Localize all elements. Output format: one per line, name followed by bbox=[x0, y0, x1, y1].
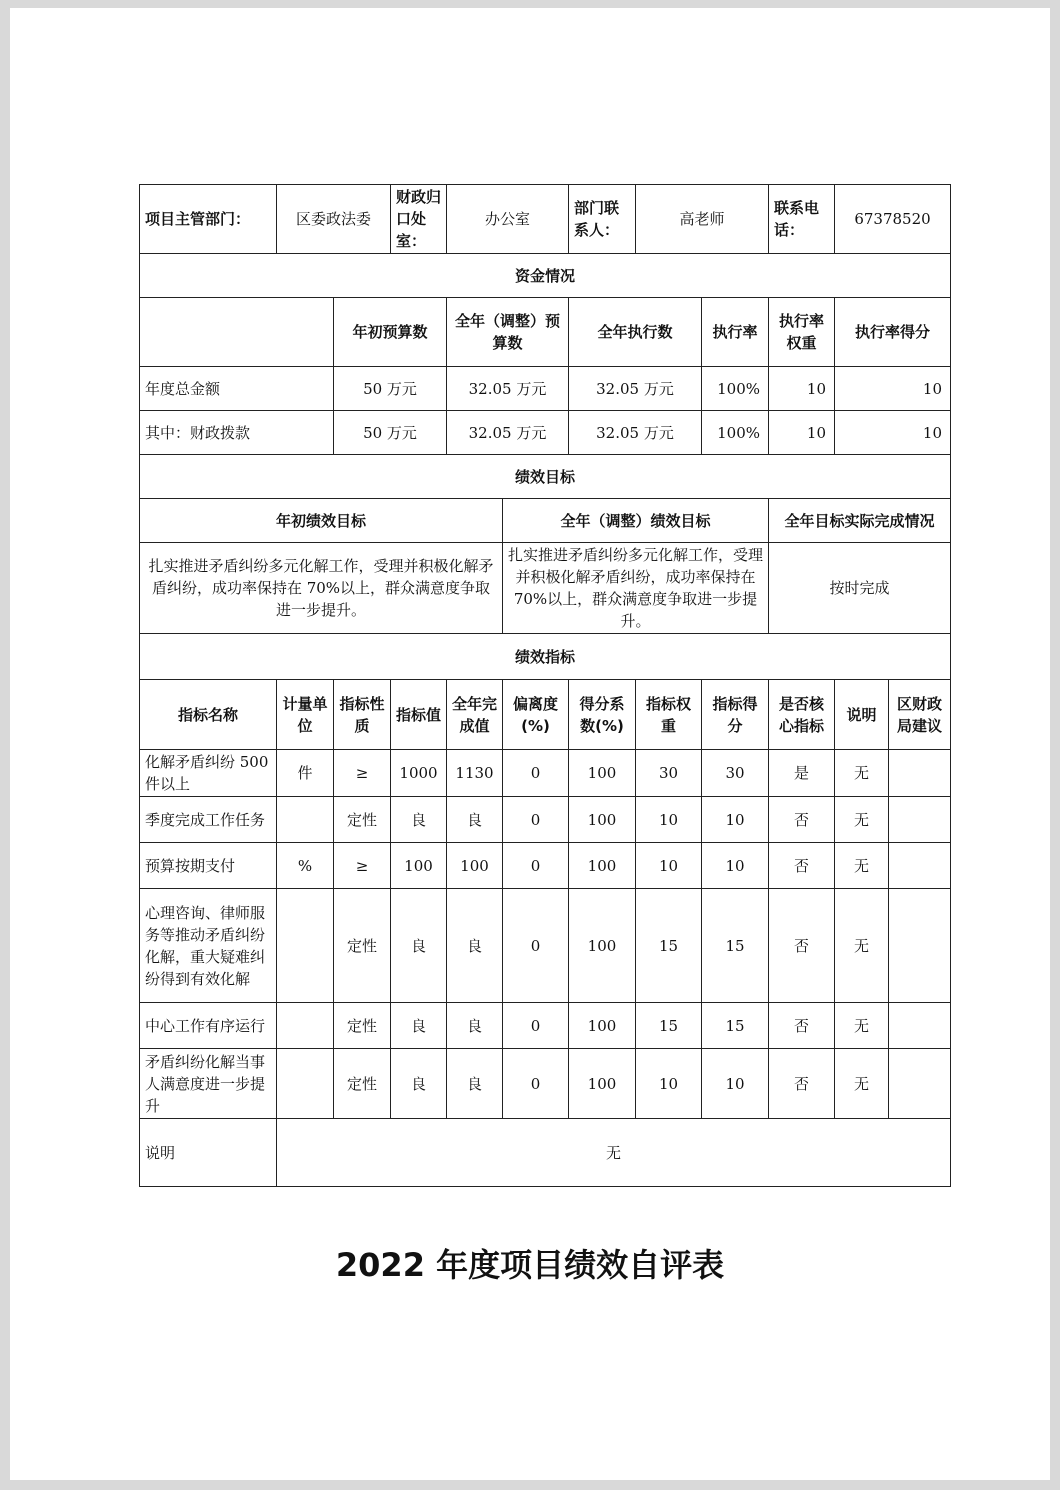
note-value: 无 bbox=[277, 1119, 951, 1187]
funds-header-cell: 年初预算数 bbox=[334, 298, 447, 367]
indicator-cell: 10 bbox=[702, 1049, 769, 1119]
indicator-row bbox=[140, 797, 951, 843]
performance-table bbox=[139, 184, 951, 1187]
funds-cell: 10 bbox=[835, 367, 951, 411]
indicator-cell: 无 bbox=[835, 1049, 889, 1119]
indicators-section-row bbox=[140, 634, 951, 680]
indicator-cell: 是 bbox=[769, 750, 835, 797]
indicator-cell: 1130 bbox=[447, 750, 503, 797]
indicator-cell: 30 bbox=[702, 750, 769, 797]
note-label: 说明 bbox=[140, 1119, 277, 1187]
indicator-cell: 无 bbox=[835, 797, 889, 843]
note-row bbox=[140, 1119, 951, 1187]
indicator-cell: 100 bbox=[569, 889, 636, 1003]
indicator-cell: 良 bbox=[447, 1049, 503, 1119]
phone-value: 67378520 bbox=[835, 185, 951, 254]
page-title: 2022 年度项目绩效自评表 bbox=[335, 1246, 725, 1284]
funds-cell: 100% bbox=[702, 367, 769, 411]
indicator-cell: 良 bbox=[447, 797, 503, 843]
indicator-cell: 10 bbox=[636, 1049, 702, 1119]
funds-cell: 32.05 万元 bbox=[569, 367, 702, 411]
indicator-name: 预算按期支付 bbox=[140, 843, 277, 889]
indicator-cell: 100 bbox=[569, 797, 636, 843]
indicator-cell: ≥ bbox=[334, 750, 391, 797]
indicator-cell: 0 bbox=[503, 843, 569, 889]
indicator-cell: 良 bbox=[391, 889, 447, 1003]
funds-row bbox=[140, 411, 951, 455]
funds-header-cell: 执行率 bbox=[702, 298, 769, 367]
indicator-cell: 无 bbox=[835, 843, 889, 889]
goal-initial-text: 扎实推进矛盾纠纷多元化解工作，受理并积极化解矛盾纠纷，成功率保持在 70%以上，群众满意度争取进一步提升。 bbox=[140, 543, 503, 634]
indicators-header-cell: 指标权重 bbox=[636, 680, 702, 750]
indicator-cell: 10 bbox=[636, 797, 702, 843]
funds-cell: 32.05 万元 bbox=[447, 411, 569, 455]
funds-cell: 10 bbox=[769, 411, 835, 455]
funds-section-row bbox=[140, 254, 951, 298]
funds-cell: 32.05 万元 bbox=[569, 411, 702, 455]
indicator-cell: 0 bbox=[503, 797, 569, 843]
indicator-cell: 无 bbox=[835, 1003, 889, 1049]
indicator-cell bbox=[889, 1003, 951, 1049]
contact-value: 高老师 bbox=[636, 185, 769, 254]
indicator-cell: 良 bbox=[447, 1003, 503, 1049]
indicator-row bbox=[140, 1003, 951, 1049]
goal-adjusted-text: 扎实推进矛盾纠纷多元化解工作，受理并积极化解矛盾纠纷，成功率保持在 70%以上，群众满意度争取进一步提升。 bbox=[503, 543, 769, 634]
contact-label: 部门联系人： bbox=[569, 185, 636, 254]
indicators-header-cell: 指标得分 bbox=[702, 680, 769, 750]
goals-header-adjusted: 全年（调整）绩效目标 bbox=[503, 499, 769, 543]
finance-value: 办公室 bbox=[447, 185, 569, 254]
document-page bbox=[10, 8, 1050, 1480]
indicator-cell: 否 bbox=[769, 1049, 835, 1119]
funds-row-name: 其中：财政拨款 bbox=[140, 411, 334, 455]
goals-header-actual: 全年目标实际完成情况 bbox=[769, 499, 951, 543]
indicators-header-cell: 是否核心指标 bbox=[769, 680, 835, 750]
indicator-cell: 100 bbox=[391, 843, 447, 889]
indicator-cell: 15 bbox=[702, 889, 769, 1003]
indicator-cell: 良 bbox=[391, 1049, 447, 1119]
indicator-cell bbox=[889, 750, 951, 797]
dept-value: 区委政法委 bbox=[277, 185, 391, 254]
indicators-header-cell: 偏离度(%) bbox=[503, 680, 569, 750]
indicator-name: 中心工作有序运行 bbox=[140, 1003, 277, 1049]
indicator-cell bbox=[277, 797, 334, 843]
funds-header-cell: 执行率权重 bbox=[769, 298, 835, 367]
indicator-cell: 15 bbox=[636, 1003, 702, 1049]
indicator-cell bbox=[277, 889, 334, 1003]
indicator-cell: 100 bbox=[569, 1003, 636, 1049]
header-row bbox=[140, 185, 951, 254]
funds-cell: 32.05 万元 bbox=[447, 367, 569, 411]
indicator-cell: 100 bbox=[569, 750, 636, 797]
indicators-header-row bbox=[140, 680, 951, 750]
indicator-cell: 0 bbox=[503, 1003, 569, 1049]
indicator-cell: 100 bbox=[447, 843, 503, 889]
funds-header-cell: 执行率得分 bbox=[835, 298, 951, 367]
indicator-name: 化解矛盾纠纷 500 件以上 bbox=[140, 750, 277, 797]
indicator-cell: 100 bbox=[569, 1049, 636, 1119]
indicator-cell: 0 bbox=[503, 1049, 569, 1119]
indicators-header-cell: 指标值 bbox=[391, 680, 447, 750]
indicator-cell: 30 bbox=[636, 750, 702, 797]
indicator-cell: 定性 bbox=[334, 1049, 391, 1119]
indicator-cell: 无 bbox=[835, 750, 889, 797]
indicator-row bbox=[140, 843, 951, 889]
indicator-cell bbox=[889, 889, 951, 1003]
indicators-header-cell: 说明 bbox=[835, 680, 889, 750]
indicator-cell: 件 bbox=[277, 750, 334, 797]
goal-actual-text: 按时完成 bbox=[769, 543, 951, 634]
goals-section-row bbox=[140, 455, 951, 499]
funds-cell: 10 bbox=[769, 367, 835, 411]
indicator-cell: 1000 bbox=[391, 750, 447, 797]
funds-header-blank bbox=[140, 298, 334, 367]
indicator-cell: 否 bbox=[769, 1003, 835, 1049]
goals-section-title: 绩效目标 bbox=[140, 455, 951, 499]
dept-label: 项目主管部门： bbox=[140, 185, 277, 254]
indicators-header-cell: 区财政局建议 bbox=[889, 680, 951, 750]
indicator-cell: 定性 bbox=[334, 797, 391, 843]
indicator-row bbox=[140, 750, 951, 797]
indicator-cell bbox=[277, 1003, 334, 1049]
indicator-cell: 10 bbox=[636, 843, 702, 889]
finance-label: 财政归口处室： bbox=[391, 185, 447, 254]
indicator-cell bbox=[889, 1049, 951, 1119]
indicator-name: 季度完成工作任务 bbox=[140, 797, 277, 843]
indicator-cell: 无 bbox=[835, 889, 889, 1003]
indicator-cell: 良 bbox=[447, 889, 503, 1003]
goals-content-row bbox=[140, 543, 951, 634]
indicator-cell: 否 bbox=[769, 797, 835, 843]
funds-row-name: 年度总金额 bbox=[140, 367, 334, 411]
indicator-cell: 15 bbox=[636, 889, 702, 1003]
indicator-name: 矛盾纠纷化解当事人满意度进一步提升 bbox=[140, 1049, 277, 1119]
indicators-header-cell: 得分系数(%) bbox=[569, 680, 636, 750]
funds-cell: 100% bbox=[702, 411, 769, 455]
indicators-header-cell: 全年完成值 bbox=[447, 680, 503, 750]
indicator-cell: 0 bbox=[503, 889, 569, 1003]
funds-header-cell: 全年执行数 bbox=[569, 298, 702, 367]
goals-header-initial: 年初绩效目标 bbox=[140, 499, 503, 543]
indicators-header-cell: 指标性质 bbox=[334, 680, 391, 750]
indicator-cell: 良 bbox=[391, 1003, 447, 1049]
indicator-cell bbox=[889, 843, 951, 889]
indicator-cell: 良 bbox=[391, 797, 447, 843]
indicators-section-title: 绩效指标 bbox=[140, 634, 951, 680]
indicator-cell: 定性 bbox=[334, 889, 391, 1003]
indicator-cell: % bbox=[277, 843, 334, 889]
funds-header-row bbox=[140, 298, 951, 367]
funds-cell: 50 万元 bbox=[334, 367, 447, 411]
indicator-cell: 100 bbox=[569, 843, 636, 889]
funds-row bbox=[140, 367, 951, 411]
funds-cell: 10 bbox=[835, 411, 951, 455]
indicator-cell: 10 bbox=[702, 843, 769, 889]
indicator-cell: 定性 bbox=[334, 1003, 391, 1049]
indicator-row bbox=[140, 889, 951, 1003]
indicator-cell bbox=[277, 1049, 334, 1119]
indicators-header-cell: 指标名称 bbox=[140, 680, 277, 750]
indicator-cell: 15 bbox=[702, 1003, 769, 1049]
indicator-cell: 否 bbox=[769, 889, 835, 1003]
indicator-cell: 10 bbox=[702, 797, 769, 843]
indicator-name: 心理咨询、律师服务等推动矛盾纠纷化解，重大疑难纠纷得到有效化解 bbox=[140, 889, 277, 1003]
indicator-cell bbox=[889, 797, 951, 843]
indicator-cell: 0 bbox=[503, 750, 569, 797]
indicators-header-cell: 计量单位 bbox=[277, 680, 334, 750]
indicator-cell: 否 bbox=[769, 843, 835, 889]
funds-cell: 50 万元 bbox=[334, 411, 447, 455]
indicator-cell: ≥ bbox=[334, 843, 391, 889]
funds-section-title: 资金情况 bbox=[140, 254, 951, 298]
funds-header-cell: 全年（调整）预算数 bbox=[447, 298, 569, 367]
indicator-row bbox=[140, 1049, 951, 1119]
phone-label: 联系电话： bbox=[769, 185, 835, 254]
goals-header-row bbox=[140, 499, 951, 543]
